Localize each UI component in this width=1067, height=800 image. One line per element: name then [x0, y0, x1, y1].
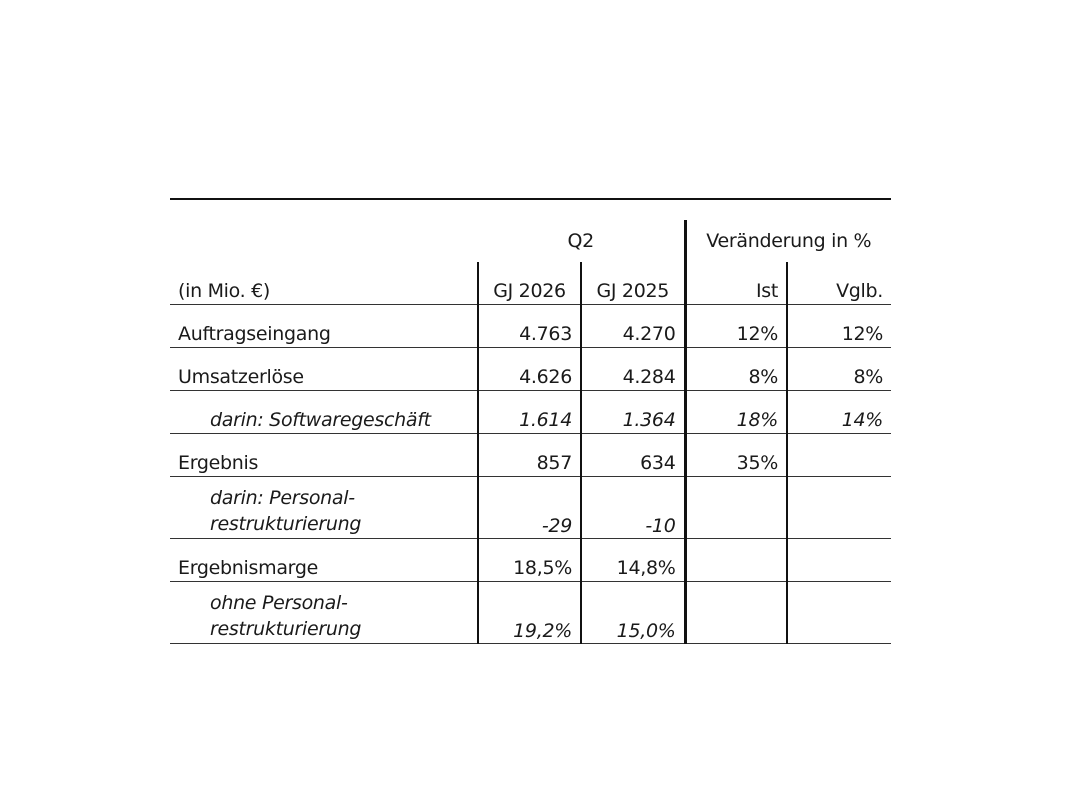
row-label-line1: darin: Personal-	[210, 487, 355, 509]
cell-prior: 4.284	[581, 348, 685, 391]
row-label: Umsatzerlöse	[170, 348, 478, 391]
cell-actual: 18%	[685, 391, 787, 434]
row-label-two-line	[170, 582, 478, 644]
row-label: darin: Softwaregeschäft	[170, 391, 478, 434]
cell-current: -29	[478, 477, 581, 539]
row-label-two-line	[170, 477, 478, 539]
table-row-margin	[170, 539, 891, 582]
cell-actual	[685, 477, 787, 539]
table-row-margin-excl-restructuring	[170, 582, 891, 644]
header-group-row	[170, 220, 891, 262]
cell-actual	[685, 539, 787, 582]
cell-current: 4.626	[478, 348, 581, 391]
header-columns-row	[170, 262, 891, 305]
header-empty-cell	[170, 220, 478, 262]
table-row-revenue	[170, 348, 891, 391]
cell-prior: 15,0%	[581, 582, 685, 644]
period-header: Q2	[567, 230, 594, 252]
unit-label: (in Mio. €)	[170, 262, 478, 305]
col-header-prior: GJ 2025	[581, 262, 685, 305]
table-row-result	[170, 434, 891, 477]
cell-current: 18,5%	[478, 539, 581, 582]
cell-current: 4.763	[478, 305, 581, 348]
col-header-actual: Ist	[685, 262, 787, 305]
table-row-software	[170, 391, 891, 434]
cell-actual: 35%	[685, 434, 787, 477]
cell-current: 857	[478, 434, 581, 477]
row-label-line2: restrukturierung	[210, 513, 362, 535]
cell-comparable	[787, 582, 891, 644]
cell-actual	[685, 582, 787, 644]
row-label-line2: restrukturierung	[210, 618, 362, 640]
col-header-current: GJ 2026	[478, 262, 581, 305]
cell-prior: 4.270	[581, 305, 685, 348]
cell-prior: -10	[581, 477, 685, 539]
cell-comparable	[787, 477, 891, 539]
cell-comparable: 12%	[787, 305, 891, 348]
row-label: Auftragseingang	[170, 305, 478, 348]
cell-current: 1.614	[478, 391, 581, 434]
cell-comparable	[787, 434, 891, 477]
table-row-restructuring	[170, 477, 891, 539]
change-group-header: Veränderung in %	[685, 220, 891, 262]
cell-comparable: 14%	[787, 391, 891, 434]
row-label: Ergebnis	[170, 434, 478, 477]
row-label: Ergebnismarge	[170, 539, 478, 582]
table-row-orders	[170, 305, 891, 348]
table-top-rule	[170, 198, 891, 200]
cell-comparable: 8%	[787, 348, 891, 391]
cell-comparable	[787, 539, 891, 582]
financial-summary-table	[170, 220, 891, 644]
cell-prior: 14,8%	[581, 539, 685, 582]
cell-prior: 1.364	[581, 391, 685, 434]
cell-actual: 8%	[685, 348, 787, 391]
cell-prior: 634	[581, 434, 685, 477]
col-header-comparable: Vglb.	[787, 262, 891, 305]
cell-current: 19,2%	[478, 582, 581, 644]
row-label-line1: ohne Personal-	[210, 592, 348, 614]
cell-actual: 12%	[685, 305, 787, 348]
